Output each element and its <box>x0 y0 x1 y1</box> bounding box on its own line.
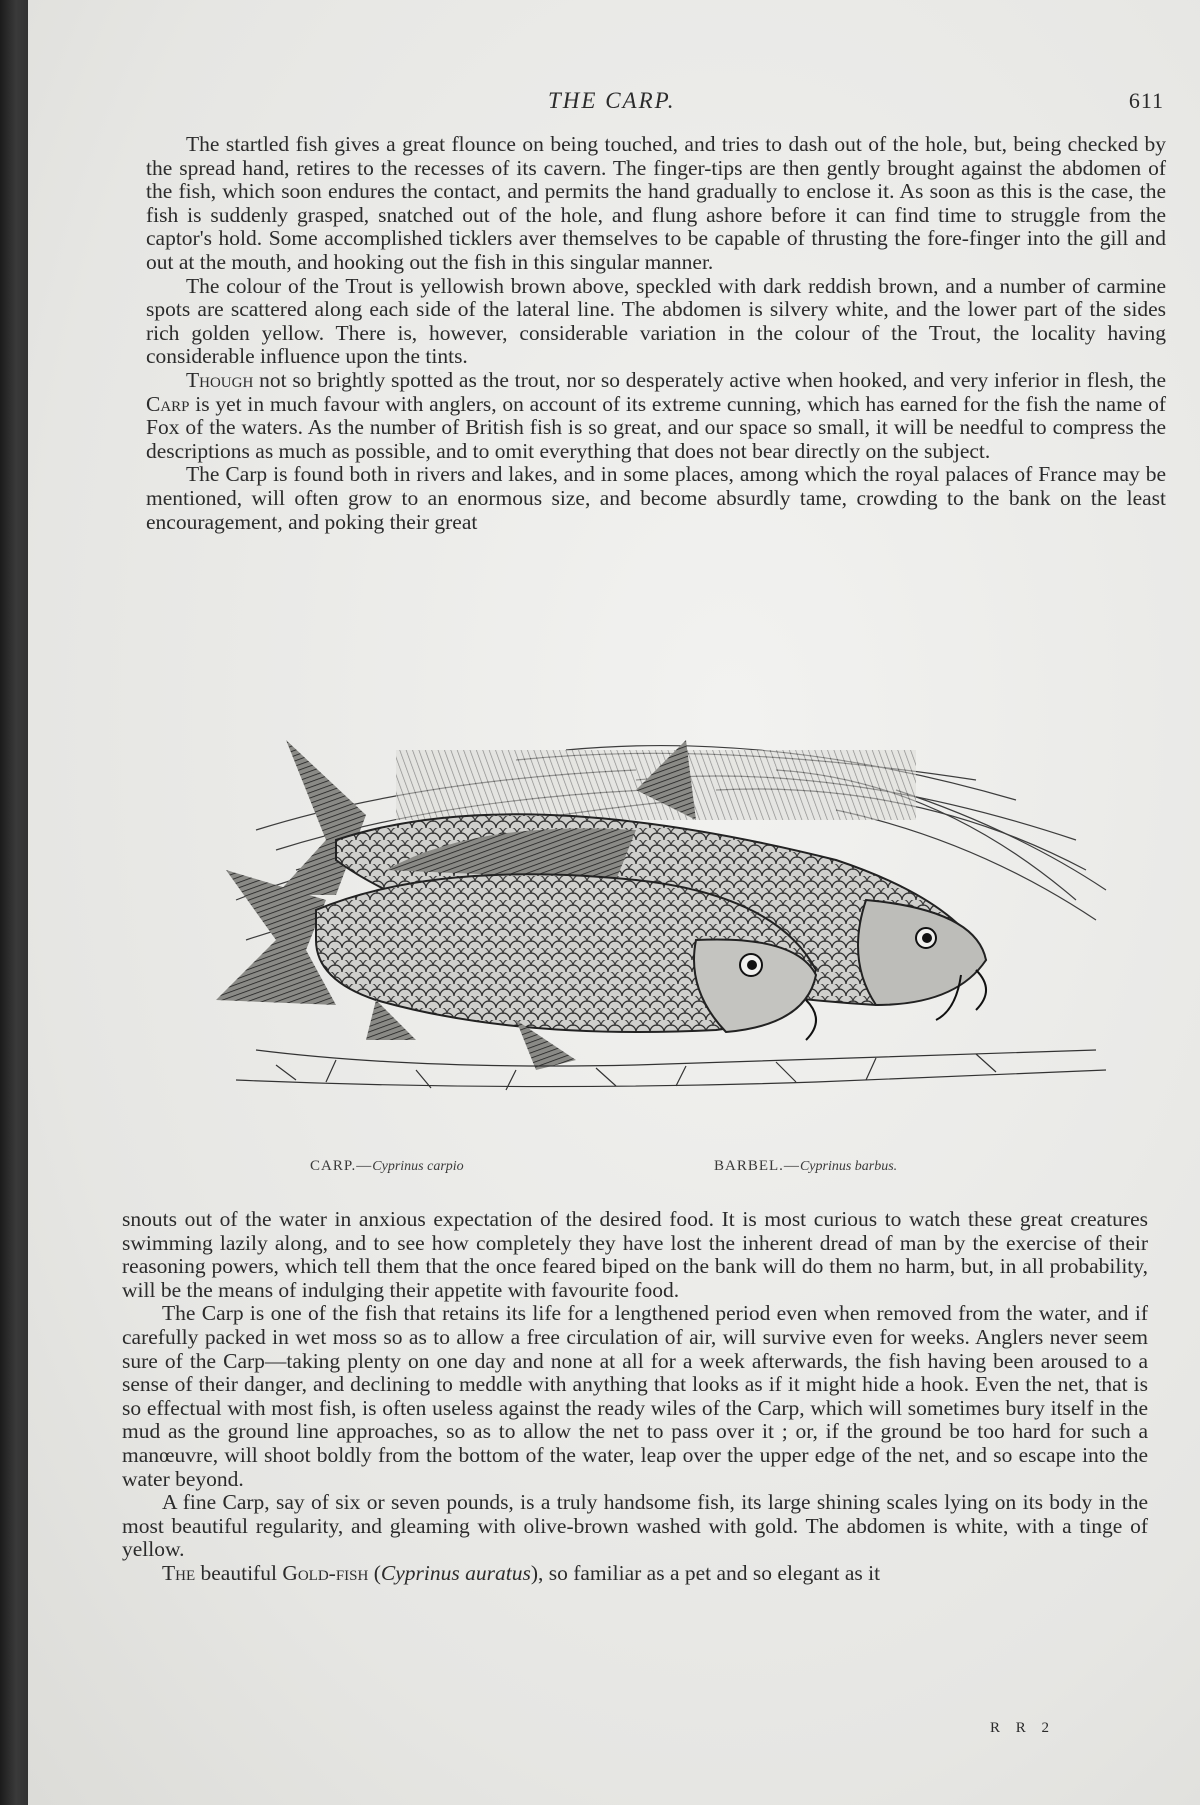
page-header <box>28 88 1200 122</box>
carp-caption <box>310 1158 464 1175</box>
carp-intro-text-1: not so brightly spotted as the trout, nor so desperately active when hooked, and very inferior in flesh, the <box>253 367 1166 392</box>
top-text-block <box>146 133 1166 534</box>
signature-mark: R R 2 <box>990 1720 1056 1736</box>
goldfish-latin: Cyprinus auratus <box>380 1560 531 1585</box>
goldfish-text-2: ( <box>368 1560 381 1585</box>
goldfish-text-3: ), so familiar as a pet and so elegant as it <box>530 1560 881 1585</box>
carp-caption-latin: Cyprinus carpio <box>372 1159 464 1174</box>
page-number: 611 <box>1128 88 1164 113</box>
paragraph-carp-retains-life: The Carp is one of the fish that retains its life for a lengthened period even when removed from the water, and if carefully packed in wet moss so as to allow a free circulation of air, will survive even for weeks. Anglers never seem sure of the Carp—taking plenty on one day and none at all for a week afterwards, the fish having been aroused to a sense of their danger, and declining to meddle with anything that looks as if it might hide a hook. Even the net, that is so effectual with most fish, is often useless against the ready wiles of the Carp, which will sometimes bury itself in the mud as the ground line approaches, so as to allow the net to pass over it ; or, if the ground be too hard for such a manœuvre, will shoot boldly from the bottom of the water, leap over the upper edge of the net, and so escape into the water beyond. <box>122 1301 1148 1491</box>
barbel-caption <box>714 1158 897 1175</box>
bottom-text-block <box>122 1208 1148 1586</box>
carp-intro-text-2: is yet in much favour with anglers, on account of its extreme cunning, which has earned for the fish the name of Fox of the waters. As the number of British fish is so great, and our space so small, it will be needful to compress the descriptions as much as possible, and to omit everything that does not bear directly on the subject. <box>146 391 1166 463</box>
book-page <box>28 0 1200 1805</box>
carp-barbel-engraving <box>216 720 1116 1150</box>
paragraph-fine-carp: A fine Carp, say of six or seven pounds, is a truly handsome fish, its large shining scales lying on its body in the most beautiful regularity, and gleaming with olive-brown washed with gold. The abdomen is white, with a tinge of yellow. <box>122 1490 1148 1562</box>
paragraph-carp-intro <box>146 369 1166 463</box>
riverbed <box>236 1050 1106 1090</box>
paragraph-trout-colour: The colour of the Trout is yellowish brown above, speckled with dark reddish brown, and a number of carmine spots are scattered along each side of the lateral line. The abdomen is silvery white, and the lower part of the sides rich golden yellow. There is, however, considerable variation in the colour of the Trout, the locality having considerable influence upon the tints. <box>146 273 1166 369</box>
paragraph-snouts-continued: snouts out of the water in anxious expectation of the desired food. It is most curious to watch these great creatures swimming lazily along, and to see how completely they have lost the inherent dread of man by the exercise of their reasoning powers, which tell them that the once feared biped on the bank will do them no harm, but, in all probability, will be the means of indulging their appetite with favourite food. <box>122 1207 1148 1302</box>
barbel-caption-label: BARBEL.— <box>714 1158 800 1174</box>
goldfish-text-1: beautiful <box>195 1560 283 1585</box>
carp-caption-label: CARP.— <box>310 1158 373 1174</box>
small-caps-though: Though <box>186 367 254 392</box>
barbel-caption-latin: Cyprinus barbus. <box>799 1159 898 1174</box>
running-title: THE CARP. <box>548 88 676 113</box>
small-caps-the: The <box>162 1560 196 1585</box>
small-caps-carp: Carp <box>146 391 190 416</box>
paragraph-carp-found: The Carp is found both in rivers and lakes, and in some places, among which the royal palaces of France may be mentioned, will often grow to an enormous size, and become absurdly tame, crowding to the bank on the least encouragement, and poking their great <box>146 462 1166 534</box>
paragraph-gold-fish <box>122 1562 1148 1586</box>
paragraph-tickling: The startled fish gives a great flounce on being touched, and tries to dash out of the hole, but, being checked by the spread hand, retires to the recesses of its cavern. The finger-tips are then gently brought against the abdomen of the fish, which soon endures the contact, and permits the hand gradually to enclose it. As soon as this is the case, the fish is suddenly grasped, snatched out of the hole, and flung ashore before it can find time to struggle from the captor's hold. Some accomplished ticklers aver themselves to be capable of thrusting the fore-finger into the gill and out at the mouth, and hooking out the fish in this singular manner. <box>146 132 1166 274</box>
small-caps-gold-fish: Gold-fish <box>282 1560 369 1585</box>
